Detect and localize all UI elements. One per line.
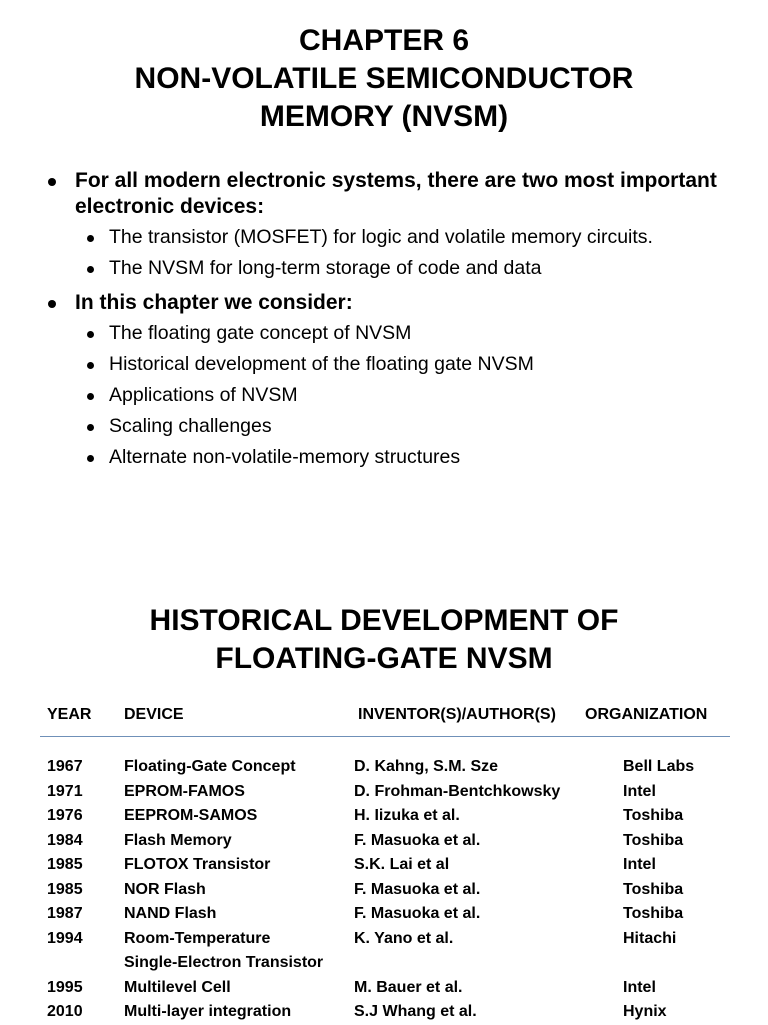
year-cell: 1967 bbox=[47, 758, 83, 775]
table-body bbox=[40, 755, 730, 1025]
device-cell: EEPROM-SAMOS bbox=[124, 807, 258, 824]
organization-cell: Toshiba bbox=[623, 905, 684, 922]
year-cell: 2010 bbox=[47, 1003, 83, 1020]
inventor-cell: H. Iizuka et al. bbox=[354, 807, 460, 824]
sub-bullet-list bbox=[75, 222, 768, 284]
inventor-cell: F. Masuoka et al. bbox=[354, 831, 481, 849]
bullet-text: For all modern electronic systems, there are two most important electronic devices: bbox=[75, 169, 717, 218]
table-row bbox=[40, 951, 730, 976]
sub-bullet-item bbox=[75, 380, 768, 411]
bullet-text: In this chapter we consider: bbox=[75, 291, 353, 314]
chapter-title-line: CHAPTER 6 bbox=[298, 24, 470, 57]
organization-cell: Hynix bbox=[623, 1003, 667, 1020]
year-cell: 1976 bbox=[47, 807, 83, 824]
device-cell: EPROM-FAMOS bbox=[124, 782, 245, 800]
inventor-cell: S.J Whang et al. bbox=[354, 1003, 477, 1020]
sub-bullet-text: The NVSM for long-term storage of code and data bbox=[109, 257, 542, 279]
sub-bullet-dot-icon bbox=[87, 362, 94, 369]
table-row bbox=[40, 829, 730, 854]
year-cell: 1994 bbox=[47, 929, 83, 947]
organization-cell: Toshiba bbox=[623, 880, 684, 898]
year-cell: 1971 bbox=[47, 782, 83, 800]
sub-bullet-dot-icon bbox=[87, 393, 94, 400]
device-cell: NAND Flash bbox=[124, 905, 217, 922]
inventor-cell: F. Masuoka et al. bbox=[354, 880, 481, 898]
sub-bullet-item bbox=[75, 349, 768, 380]
organization-cell: Toshiba bbox=[623, 807, 684, 824]
sub-bullet-text: Alternate non-volatile-memory structures bbox=[109, 446, 461, 468]
year-cell: 1987 bbox=[47, 905, 83, 922]
sub-bullet-text: Historical development of the floating gate NVSM bbox=[109, 353, 534, 375]
intro-bullet-list bbox=[0, 168, 768, 479]
sub-bullet-dot-icon bbox=[87, 266, 94, 273]
table-row bbox=[40, 804, 730, 829]
section-title bbox=[0, 602, 768, 678]
sub-bullet-item bbox=[75, 253, 768, 284]
sub-bullet-dot-icon bbox=[87, 455, 94, 462]
table-row bbox=[40, 976, 730, 1001]
sub-bullet-list bbox=[75, 318, 768, 473]
year-cell: 1995 bbox=[47, 978, 83, 996]
organization-cell: Intel bbox=[623, 782, 656, 800]
organization-cell: Hitachi bbox=[623, 929, 677, 947]
year-cell: 1984 bbox=[47, 831, 83, 849]
organization-cell: Intel bbox=[623, 978, 656, 996]
organization-cell: Toshiba bbox=[623, 831, 684, 849]
table-row bbox=[40, 902, 730, 927]
table-row bbox=[40, 755, 730, 780]
device-cell: Multi-layer integration bbox=[124, 1003, 292, 1020]
sub-bullet-dot-icon bbox=[87, 235, 94, 242]
year-cell: 1985 bbox=[47, 880, 83, 898]
device-cell: Room-Temperature bbox=[124, 929, 271, 947]
inventor-cell: S.K. Lai et al bbox=[354, 856, 450, 873]
sub-bullet-item bbox=[75, 411, 768, 442]
sub-bullet-text: Applications of NVSM bbox=[109, 384, 298, 406]
device-cell: Single-Electron Transistor bbox=[124, 954, 324, 971]
bullet-item bbox=[0, 168, 768, 284]
table-row bbox=[40, 927, 730, 952]
sub-bullet-item bbox=[75, 222, 768, 253]
sub-bullet-text: The floating gate concept of NVSM bbox=[109, 322, 412, 344]
header-device: DEVICE bbox=[124, 706, 184, 723]
sub-bullet-item bbox=[75, 318, 768, 349]
chapter-title-line: MEMORY (NVSM) bbox=[259, 100, 509, 133]
chapter-title bbox=[0, 22, 768, 136]
table-row bbox=[40, 878, 730, 903]
sub-bullet-text: The transistor (MOSFET) for logic and volatile memory circuits. bbox=[109, 226, 653, 248]
table-row bbox=[40, 780, 730, 805]
sub-bullet-dot-icon bbox=[87, 331, 94, 338]
device-cell: Floating-Gate Concept bbox=[124, 758, 296, 775]
inventor-cell: K. Yano et al. bbox=[354, 929, 454, 947]
inventor-cell: D. Frohman-Bentchkowsky bbox=[354, 782, 561, 800]
sub-bullet-dot-icon bbox=[87, 424, 94, 431]
organization-cell: Intel bbox=[623, 856, 656, 873]
header-organization: ORGANIZATION bbox=[585, 706, 708, 723]
device-cell: FLOTOX Transistor bbox=[124, 856, 271, 873]
header-year: YEAR bbox=[47, 706, 92, 723]
device-cell: Multilevel Cell bbox=[124, 978, 231, 996]
inventor-cell: F. Masuoka et al. bbox=[354, 905, 481, 922]
inventor-cell: M. Bauer et al. bbox=[354, 978, 463, 996]
header-inventor: INVENTOR(S)/AUTHOR(S) bbox=[358, 706, 556, 723]
table-row bbox=[40, 1000, 730, 1025]
table-row bbox=[40, 853, 730, 878]
section-title-line: FLOATING-GATE NVSM bbox=[215, 642, 553, 675]
sub-bullet-text: Scaling challenges bbox=[109, 415, 272, 437]
sub-bullet-item bbox=[75, 442, 768, 473]
device-cell: Flash Memory bbox=[124, 831, 232, 849]
history-table bbox=[40, 700, 730, 1025]
bullet-dot-icon bbox=[48, 178, 56, 186]
device-cell: NOR Flash bbox=[124, 880, 206, 898]
section-title-line: HISTORICAL DEVELOPMENT OF bbox=[149, 604, 619, 637]
chapter-title-line: NON-VOLATILE SEMICONDUCTOR bbox=[134, 62, 634, 95]
bullet-item bbox=[0, 290, 768, 473]
bullet-dot-icon bbox=[48, 300, 56, 308]
inventor-cell: D. Kahng, S.M. Sze bbox=[354, 758, 499, 775]
year-cell: 1985 bbox=[47, 856, 83, 873]
table-header bbox=[40, 700, 730, 737]
organization-cell: Bell Labs bbox=[623, 758, 695, 775]
